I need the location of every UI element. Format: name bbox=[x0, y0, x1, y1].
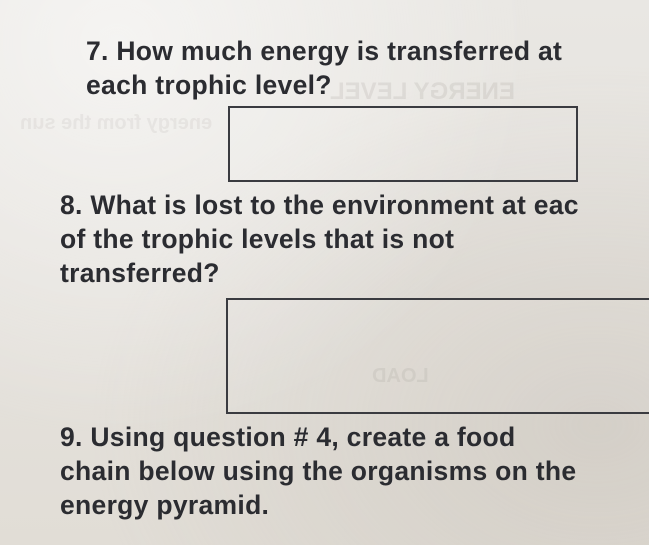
question-8-line-2: of the trophic levels that is not bbox=[60, 224, 455, 254]
question-9 bbox=[60, 420, 576, 522]
question-8 bbox=[60, 188, 579, 290]
question-7-line-1: 7. How much energy is transferred at bbox=[86, 36, 563, 66]
question-9-line-1: 9. Using question # 4, create a food bbox=[60, 422, 516, 452]
question-9-line-3: energy pyramid. bbox=[60, 490, 270, 520]
question-7 bbox=[86, 34, 562, 102]
question-8-line-3: transferred? bbox=[60, 258, 220, 288]
question-7-line-2: each trophic level? bbox=[86, 70, 332, 100]
bleed-through-marks: energy from the sun bbox=[20, 112, 213, 134]
answer-box-question-8[interactable] bbox=[226, 298, 649, 414]
bleed-through-marks: ENERGY LEVEL bbox=[330, 78, 515, 105]
question-9-line-2: chain below using the organisms on the bbox=[60, 456, 577, 486]
bleed-through-marks: LOAD bbox=[372, 365, 429, 387]
question-8-line-1: 8. What is lost to the environment at eac bbox=[60, 190, 579, 220]
answer-box-question-7[interactable] bbox=[228, 106, 578, 182]
